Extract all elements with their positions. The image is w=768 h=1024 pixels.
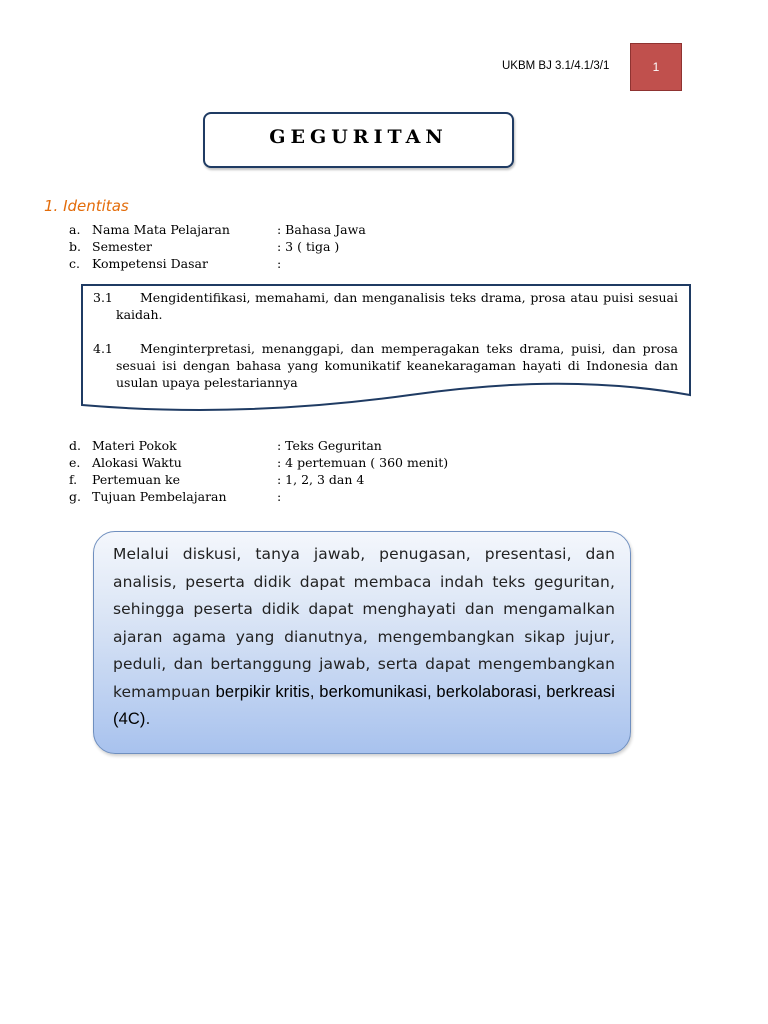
learning-goal-box [93, 531, 631, 754]
identity-value: : 3 ( tiga ) [277, 239, 340, 254]
identity-label: Tujuan Pembelajaran [92, 489, 227, 504]
learning-goal-end: . [145, 710, 151, 728]
kompetensi-box [93, 289, 678, 391]
kompetensi-text: Mengidentifikasi, memahami, dan menganalisis teks drama, prosa atau puisi sesuai kaidah. [116, 290, 678, 322]
identity-label: Semester [92, 239, 153, 254]
identity-label: Nama Mata Pelajaran [92, 222, 230, 237]
identity-letter: a. [69, 222, 81, 237]
identity-letter: e. [69, 455, 81, 470]
identity-value: : 4 pertemuan ( 360 menit) [277, 455, 449, 470]
page-title: GEGURITAN [269, 126, 448, 148]
identity-label: Materi Pokok [92, 438, 177, 453]
learning-goal-text [113, 541, 615, 734]
section-heading-identitas: 1. Identitas [44, 197, 129, 215]
document-code: UKBM BJ 3.1/4.1/3/1 [502, 60, 610, 72]
identity-letter: f. [69, 472, 78, 487]
kompetensi-text: Menginterpretasi, menanggapi, dan memperagakan teks drama, puisi, dan prosa sesuai isi dengan bahasa yang komunikatif keanekaragaman hayati di Indonesia dan usulan upaya pelestariannya [116, 341, 678, 390]
kompetensi-item [93, 289, 678, 323]
kompetensi-item [93, 340, 678, 391]
learning-goal-body: Melalui diskusi, tanya jawab, penugasan, presentasi, dan analisis, peserta didik dapat membaca indah teks geguritan, sehingga peserta didik dapat menghayati dan mengamalkan ajaran agama yang dianutnya, mengembangkan sikap jujur, peduli, dan bertanggung jawab, serta dapat mengembangkan kemampuan [113, 545, 615, 701]
learning-goal-emphasis: berpikir kritis, berkomunikasi, berkolaborasi, berkreasi (4C) [113, 682, 615, 728]
identity-value: : Teks Geguritan [277, 438, 382, 453]
identity-label: Pertemuan ke [92, 472, 180, 487]
identity-letter: d. [69, 438, 81, 453]
page-number-badge [630, 43, 682, 91]
kompetensi-number: 3.1 [93, 290, 113, 305]
identity-label: Kompetensi Dasar [92, 256, 208, 271]
identity-value: : Bahasa Jawa [277, 222, 366, 237]
identity-value: : [277, 489, 282, 504]
identity-letter: g. [69, 489, 81, 504]
identity-letter: c. [69, 256, 80, 271]
identity-label: Alokasi Waktu [92, 455, 182, 470]
identity-letter: b. [69, 239, 81, 254]
page-number: 1 [652, 60, 660, 74]
title-box [203, 112, 514, 168]
identity-value: : 1, 2, 3 dan 4 [277, 472, 365, 487]
identity-value: : [277, 256, 282, 271]
kompetensi-number: 4.1 [93, 341, 113, 356]
